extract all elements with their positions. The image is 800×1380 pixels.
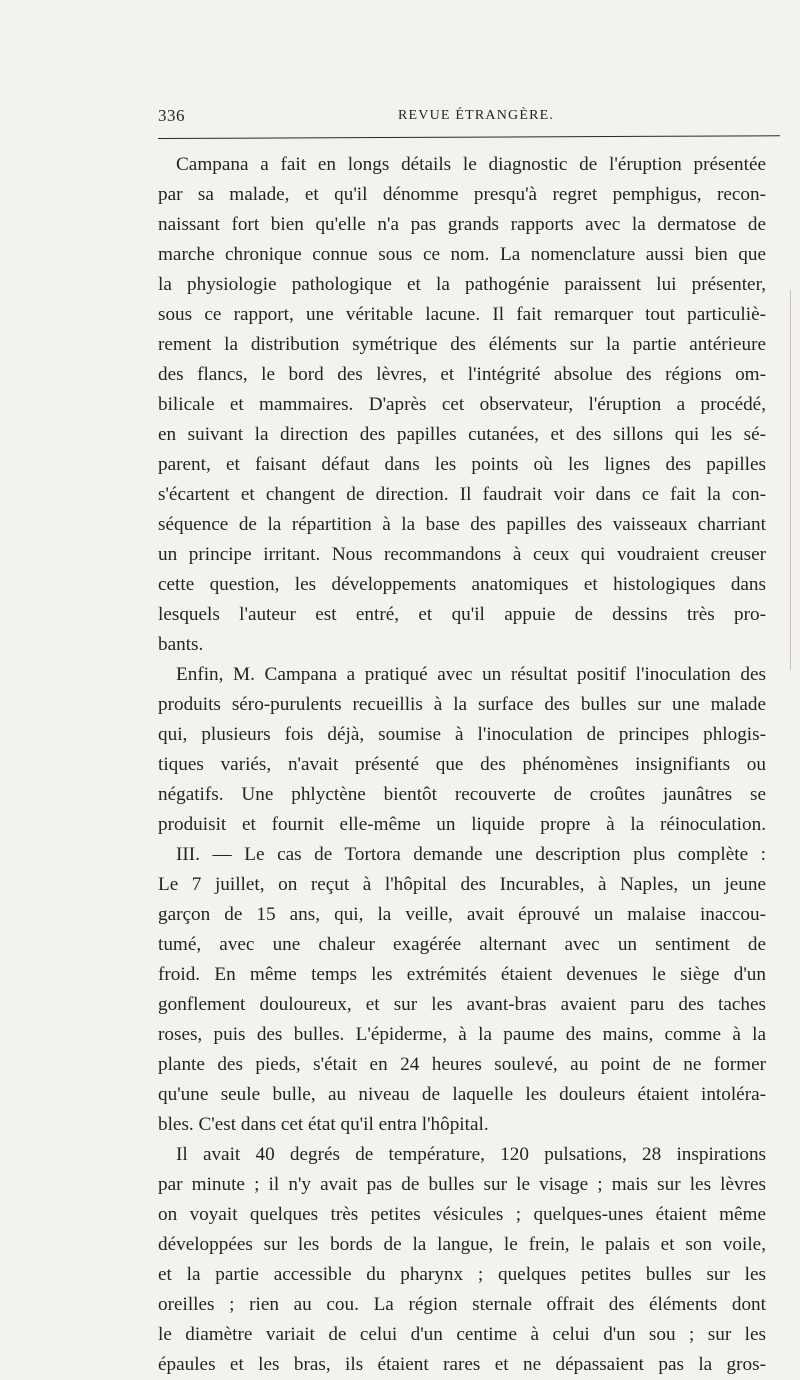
text-line: des flancs, le bord des lèvres, et l'intégrité absolue des régions om- [158, 364, 766, 385]
text-line: lesquels l'auteur est entré, et qu'il appuie de dessins très pro- [158, 604, 766, 625]
page-edge-shadow [790, 290, 791, 670]
text-line: un principe irritant. Nous recommandons à ceux qui voudraient creuser [158, 544, 766, 565]
text-line: Enfin, M. Campana a pratiqué avec un résultat positif l'inoculation des [176, 664, 766, 685]
text-line: cette question, les développements anatomiques et histologiques dans [158, 574, 766, 595]
text-line: tiques variés, n'avait présenté que des phénomènes insignifiants ou [158, 754, 766, 775]
text-line: marche chronique connue sous ce nom. La nomenclature aussi bien que [158, 244, 766, 265]
text-line: bles. C'est dans cet état qu'il entra l'hôpital. [158, 1114, 489, 1135]
text-line: gonflement douloureux, et sur les avant-bras avaient paru des taches [158, 994, 766, 1015]
text-line: développées sur les bords de la langue, le frein, le palais et son voile, [158, 1234, 766, 1255]
text-line: et la partie accessible du pharynx ; quelques petites bulles sur les [158, 1264, 766, 1285]
text-line: on voyait quelques très petites vésicules ; quelques-unes étaient même [158, 1204, 766, 1225]
running-head [158, 106, 778, 130]
text-line: produisit et fournit elle-même un liquide propre à la réinoculation. [158, 814, 766, 835]
text-line: Campana a fait en longs détails le diagnostic de l'éruption présentée [176, 154, 766, 175]
text-line: épaules et les bras, ils étaient rares et ne dépassaient pas la gros- [158, 1354, 766, 1375]
text-line: s'écartent et changent de direction. Il faudrait voir dans ce fait la con- [158, 484, 766, 505]
journal-title: REVUE ÉTRANGÈRE. [398, 108, 555, 123]
text-line: oreilles ; rien au cou. La région sternale offrait des éléments dont [158, 1294, 766, 1315]
text-line: négatifs. Une phlyctène bientôt recouverte de croûtes jaunâtres se [158, 784, 766, 805]
text-line: rement la distribution symétrique des éléments sur la partie antérieure [158, 334, 766, 355]
text-line: qui, plusieurs fois déjà, soumise à l'inoculation de principes phlogis- [158, 724, 766, 745]
text-line: bants. [158, 634, 204, 655]
text-line: qu'une seule bulle, au niveau de laquelle les douleurs étaient intolérа- [158, 1084, 766, 1105]
text-line: tumé, avec une chaleur exagérée alternant avec un sentiment de [158, 934, 766, 955]
text-line: la physiologie pathologique et la pathogénie paraissent lui présenter, [158, 274, 766, 295]
text-line: bilicale et mammaires. D'après cet observateur, l'éruption a procédé, [158, 394, 766, 415]
text-line: garçon de 15 ans, qui, la veille, avait éprouvé un malaise inaccou- [158, 904, 766, 925]
text-line: par sa malade, et qu'il dénomme presqu'à regret pemphigus, recon- [158, 184, 766, 205]
text-line: en suivant la direction des papilles cutanées, et des sillons qui les sé- [158, 424, 766, 445]
text-line: naissant fort bien qu'elle n'a pas grands rapports avec la dermatose de [158, 214, 766, 235]
page-number: 336 [158, 106, 185, 125]
text-line: roses, puis des bulles. L'épiderme, à la paume des mains, comme à la [158, 1024, 766, 1045]
header-rule [158, 135, 780, 139]
text-line: Le 7 juillet, on reçut à l'hôpital des Incurables, à Naples, un jeune [158, 874, 766, 895]
text-line: III. — Le cas de Tortora demande une description plus complète : [176, 844, 766, 865]
text-line: froid. En même temps les extrémités étaient devenues le siège d'un [158, 964, 766, 985]
text-line: plante des pieds, s'était en 24 heures soulevé, au point de ne former [158, 1054, 766, 1075]
text-line: Il avait 40 degrés de température, 120 pulsations, 28 inspirations [176, 1144, 766, 1165]
body-text [158, 150, 766, 1380]
text-line: par minute ; il n'y avait pas de bulles sur le visage ; mais sur les lèvres [158, 1174, 766, 1195]
text-line: produits séro-purulents recueillis à la surface des bulles sur une malade [158, 694, 766, 715]
text-line: parent, et faisant défaut dans les points où les lignes des papilles [158, 454, 766, 475]
text-line: séquence de la répartition à la base des papilles des vaisseaux charriant [158, 514, 766, 535]
text-line: le diamètre variait de celui d'un centime à celui d'un sou ; sur les [158, 1324, 766, 1345]
text-line: sous ce rapport, une véritable lacune. Il fait remarquer tout particuliè- [158, 304, 766, 325]
